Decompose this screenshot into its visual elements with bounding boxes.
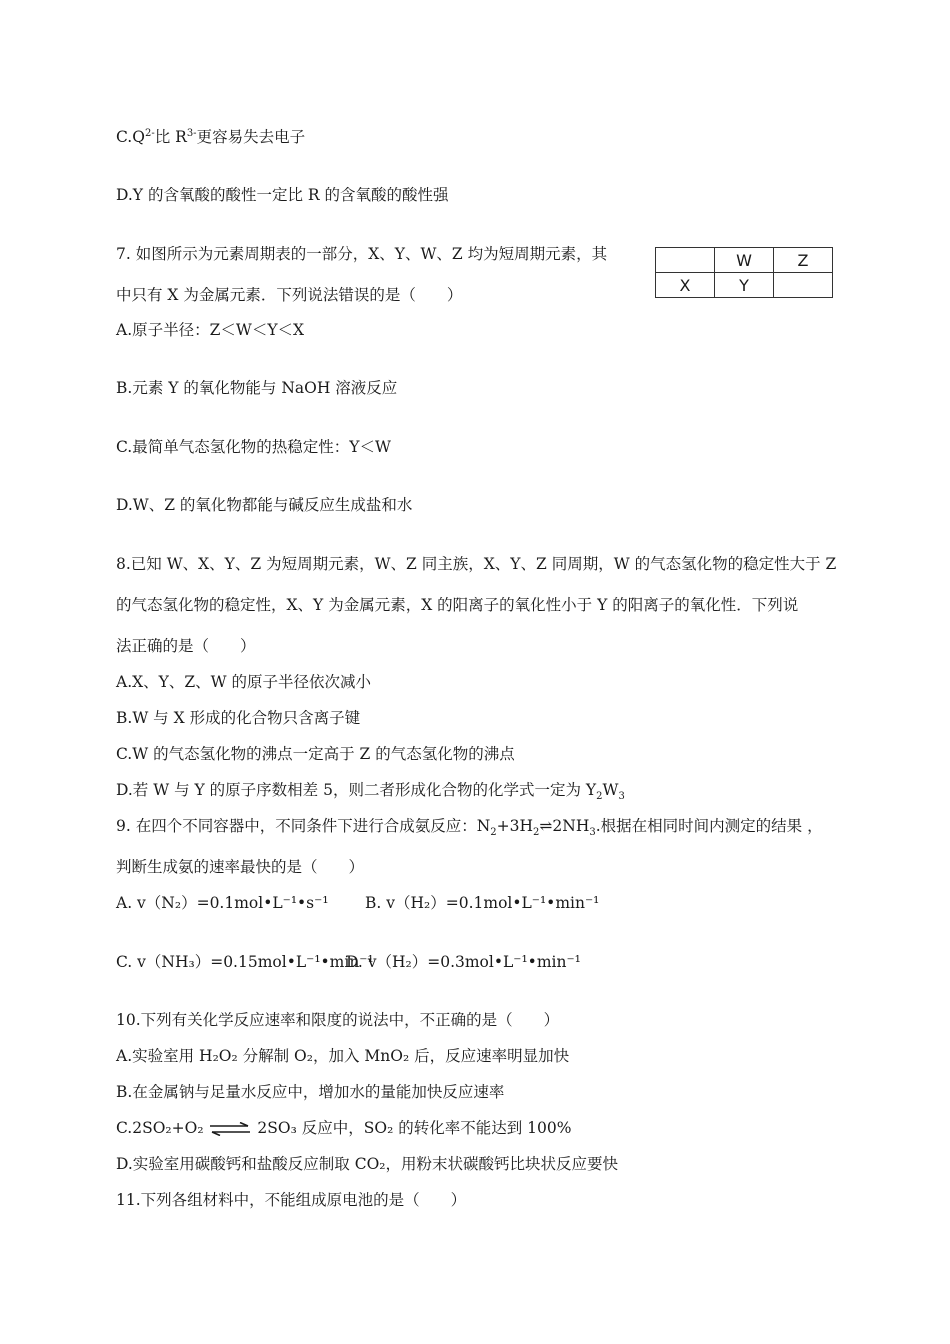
table-cell: Y [715, 273, 774, 298]
q11-stem: 11.下列各组材料中，不能组成原电池的是（ ） [116, 1191, 467, 1209]
periodic-table-fragment [655, 247, 833, 298]
table-cell: X [656, 273, 715, 298]
q8-stem-line3: 法正确的是（ ） [116, 637, 256, 655]
table-cell: W [715, 248, 774, 273]
q9-stem-line1: 9. 在四个不同容器中，不同条件下进行合成氨反应：$N_2+3H_2\rightleftharpoons 2NH_3$.根据在相同时间内测定的结果 ， [116, 817, 823, 839]
q10-option-a: A.实验室用 H₂O₂ 分解制 O₂，加入 MnO₂ 后，反应速率明显加快 [116, 1047, 570, 1065]
q6-option-d: D.Y 的含氧酸的酸性一定比 R 的含氧酸的酸性强 [116, 186, 449, 204]
q8-stem-line1: 8.已知 W、X、Y、Z 为短周期元素，W、Z 同主族，X、Y、Z 同周期，W 的气态氢化物的稳定性大于 Z [116, 555, 837, 573]
q8-option-b: B.W 与 X 形成的化合物只含离子键 [116, 709, 361, 727]
q10-option-c: C.2SO₂+O₂ 2SO₃ 反应中，SO₂ 的转化率不能达到 100% [116, 1119, 572, 1137]
q7-option-b: B.元素 Y 的氧化物能与 NaOH 溶液反应 [116, 379, 398, 397]
q8-option-d: D.若 W 与 Y 的原子序数相差 5，则二者形成化合物的化学式一定为 $Y_2W_3$ [116, 781, 625, 803]
table-cell [774, 273, 833, 298]
q7-option-d: D.W、Z 的氧化物都能与碱反应生成盐和水 [116, 496, 413, 514]
q9-option-b: B. v（H₂）=0.1mol•L⁻¹•min⁻¹ [365, 894, 600, 912]
q8-stem-line2: 的气态氢化物的稳定性，X、Y 为金属元素，X 的阳离子的氧化性小于 Y 的阳离子的氧化性．下列说 [116, 596, 799, 614]
q8-option-c: C.W 的气态氢化物的沸点一定高于 Z 的气态氢化物的沸点 [116, 745, 515, 763]
table-cell [656, 248, 715, 273]
q9-option-c: C. v（NH₃）=0.15mol•L⁻¹•min⁻¹ [116, 953, 374, 971]
q8-option-a: A.X、Y、Z、W 的原子半径依次减小 [116, 673, 372, 691]
q7-option-c: C.最简单气态氢化物的热稳定性：Y＜W [116, 438, 391, 456]
q10-stem: 10.下列有关化学反应速率和限度的说法中，不正确的是（ ） [116, 1011, 560, 1029]
q9-stem-line2: 判断生成氨的速率最快的是（ ） [116, 858, 365, 876]
q10-option-b: B.在金属钠与足量水反应中，增加水的量能加快反应速率 [116, 1083, 505, 1101]
q10-option-d: D.实验室用碳酸钙和盐酸反应制取 CO₂，用粉末状碳酸钙比块状反应要快 [116, 1155, 619, 1173]
q7-stem-line1: 7. 如图所示为元素周期表的一部分，X、Y、W、Z 均为短周期元素，其 [116, 245, 608, 263]
q9-option-a: A. v（N₂）=0.1mol•L⁻¹•s⁻¹ [116, 894, 329, 912]
equilibrium-arrows-icon [208, 1122, 252, 1136]
q7-option-a: A.原子半径：Z＜W＜Y＜X [116, 321, 305, 339]
q7-stem-line2: 中只有 X 为金属元素．下列说法错误的是（ ） [116, 286, 463, 304]
q6-option-c: $C.Q^{2-}$比 $R^{3-}$更容易失去电子 [116, 127, 306, 146]
q9-option-d: D. v（H₂）=0.3mol•L⁻¹•min⁻¹ [346, 953, 581, 971]
table-cell: Z [774, 248, 833, 273]
